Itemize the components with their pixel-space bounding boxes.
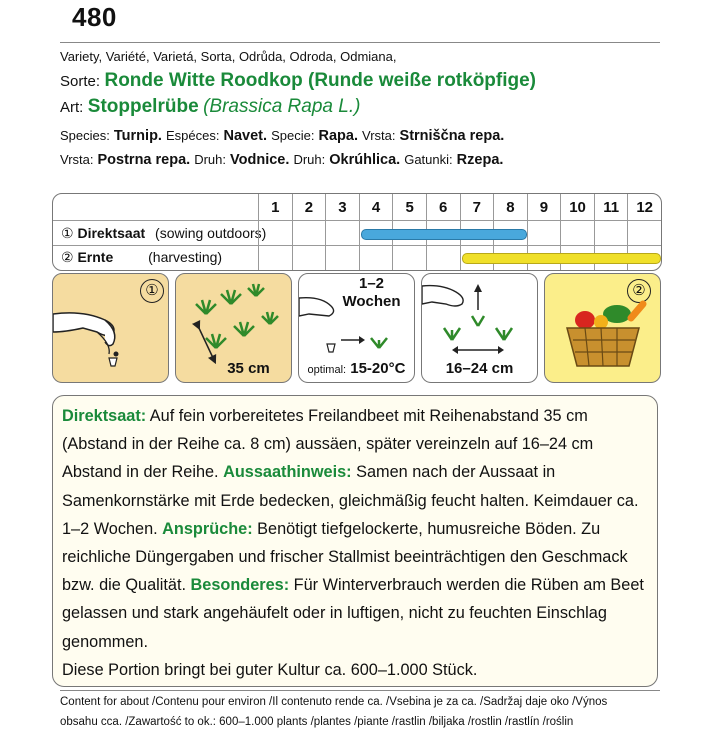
harvest-label: Ernte — [77, 249, 114, 265]
text-besonderes: Für Winterverbrauch werden die Rüben am Beet gelassen und stark angehäufelt oder in luftigen, nicht zu feuchten Einschlag genommen. — [62, 576, 644, 651]
temperature — [299, 360, 414, 377]
temperature-prefix: optimal: — [307, 364, 347, 376]
harvest-note: (harvesting) — [148, 249, 223, 265]
species-label: Druh: — [293, 152, 326, 167]
month-number: 11 — [603, 199, 620, 216]
month-number: 9 — [539, 199, 549, 216]
species-label: Druh: — [194, 152, 227, 167]
heading-aussaathinweis: Aussaathinweis: — [223, 463, 352, 482]
month-column — [258, 194, 292, 270]
panel-sowing — [52, 273, 169, 383]
footer-line-2: obsahu cca. /Zawartość to ok.: 600–1.000 plants /plantes /piante /rastlin /biljaka /rostlin /rastlín /roślin — [60, 716, 574, 728]
footer-line-1: Content for about /Contenu pour environ /Il contenuto rende ca. /Vsebina je za ca. /Sadržaj daje oko /Výnos — [60, 696, 608, 708]
row-spacing: 35 cm — [227, 360, 270, 377]
month-number: 5 — [405, 199, 414, 216]
month-number: 12 — [636, 199, 654, 216]
species-label: Espéces: — [166, 128, 220, 143]
species-value: Okrúhlica. — [329, 152, 401, 168]
species-label: Vrsta: — [60, 152, 94, 167]
divider — [60, 690, 660, 691]
panel-spacing — [175, 273, 292, 383]
panel-thinning — [421, 273, 538, 383]
species-value: Strniščna repa. — [399, 128, 505, 144]
temperature-value: 15-20°C — [350, 360, 406, 377]
month-number: 6 — [439, 199, 448, 216]
harvest-badge: ② — [627, 279, 651, 303]
variety-name: Ronde Witte Roodkop (Runde weiße rotköpfige) — [104, 70, 537, 91]
sowing-marker: ① — [61, 225, 74, 241]
vegetable-basket-icon — [545, 274, 661, 383]
germination-weeks: 1–2 — [358, 275, 385, 292]
month-column — [292, 194, 326, 270]
calendar-row-sowing — [61, 225, 266, 242]
month-number: 3 — [338, 199, 347, 216]
species-name: Stoppelrübe — [87, 96, 199, 117]
species-line-1 — [60, 128, 504, 144]
panel-harvest — [544, 273, 661, 383]
hand-sowing-icon — [53, 274, 169, 383]
sowing-badge: ① — [140, 279, 164, 303]
month-number: 4 — [371, 199, 381, 216]
panel-germination — [298, 273, 415, 383]
species-value: Rapa. — [318, 128, 358, 144]
sowing-label: Direktsaat — [77, 225, 146, 241]
sowing-period-bar — [361, 229, 527, 240]
text-ansprueche: Benötigt tiefgelockerte, humusreiche Böden. Zu reichliche Düngergaben und frischer Stallmist beeinträchtigen den Geschmack bzw. die Qualität. — [62, 519, 628, 595]
month-column — [325, 194, 359, 270]
month-number: 1 — [271, 199, 280, 216]
thinning-spacing: 16–24 cm — [445, 360, 514, 377]
germination-unit: Wochen — [342, 293, 401, 310]
species-value: Vodnice. — [230, 152, 290, 168]
sowing-note: (sowing outdoors) — [155, 225, 267, 241]
text-portion: Diese Portion bringt bei guter Kultur ca. 600–1.000 Stück. — [62, 660, 478, 679]
art-label: Art: — [60, 99, 84, 116]
species-label: Species: — [60, 128, 110, 143]
species-label: Specie: — [271, 128, 315, 143]
calendar-grid — [258, 194, 661, 270]
heading-besonderes: Besonderes: — [190, 576, 290, 595]
variety-line: Variety, Variété, Varietá, Sorta, Odrůda, Odroda, Odmiana, — [60, 49, 397, 64]
sorte-line — [60, 70, 536, 92]
harvest-marker: ② — [61, 249, 74, 265]
species-value: Postrna repa. — [97, 152, 191, 168]
species-line-2 — [60, 152, 503, 168]
heading-ansprueche: Ansprüche: — [162, 519, 253, 538]
species-value: Turnip. — [113, 128, 162, 144]
heading-direktsaat: Direktsaat: — [62, 407, 147, 425]
packet-number: 480 — [72, 2, 117, 32]
species-label: Gatunki: — [404, 152, 453, 167]
sowing-calendar — [52, 193, 662, 271]
sorte-label: Sorte: — [60, 73, 101, 90]
harvest-period-bar — [462, 253, 662, 264]
description-box — [52, 395, 658, 687]
species-value: Navet. — [223, 128, 268, 144]
species-label: Vrsta: — [362, 128, 396, 143]
month-number: 7 — [472, 199, 481, 216]
art-line — [60, 96, 360, 118]
month-number: 2 — [304, 199, 314, 216]
month-number: 10 — [569, 199, 586, 216]
latin-name: (Brassica Rapa L.) — [203, 96, 361, 117]
month-number: 8 — [506, 199, 515, 216]
calendar-row-harvest — [61, 249, 222, 266]
text-aussaathinweis: Samen nach der Aussaat in Samenkornstärke mit Erde bedecken, gleichmäßig feucht halten. Keimdauer ca. 1–2 Wochen. — [62, 463, 639, 538]
text-direktsaat: Auf fein vorbereitetes Freilandbeet mit Reihenabstand 35 cm (Abstand in der Reihe ca. 8 cm) aussäen, später vereinzeln auf 16–24 cm Abstand in der Reihe. — [62, 407, 594, 482]
divider — [60, 42, 660, 43]
species-value: Rzepa. — [456, 152, 504, 168]
